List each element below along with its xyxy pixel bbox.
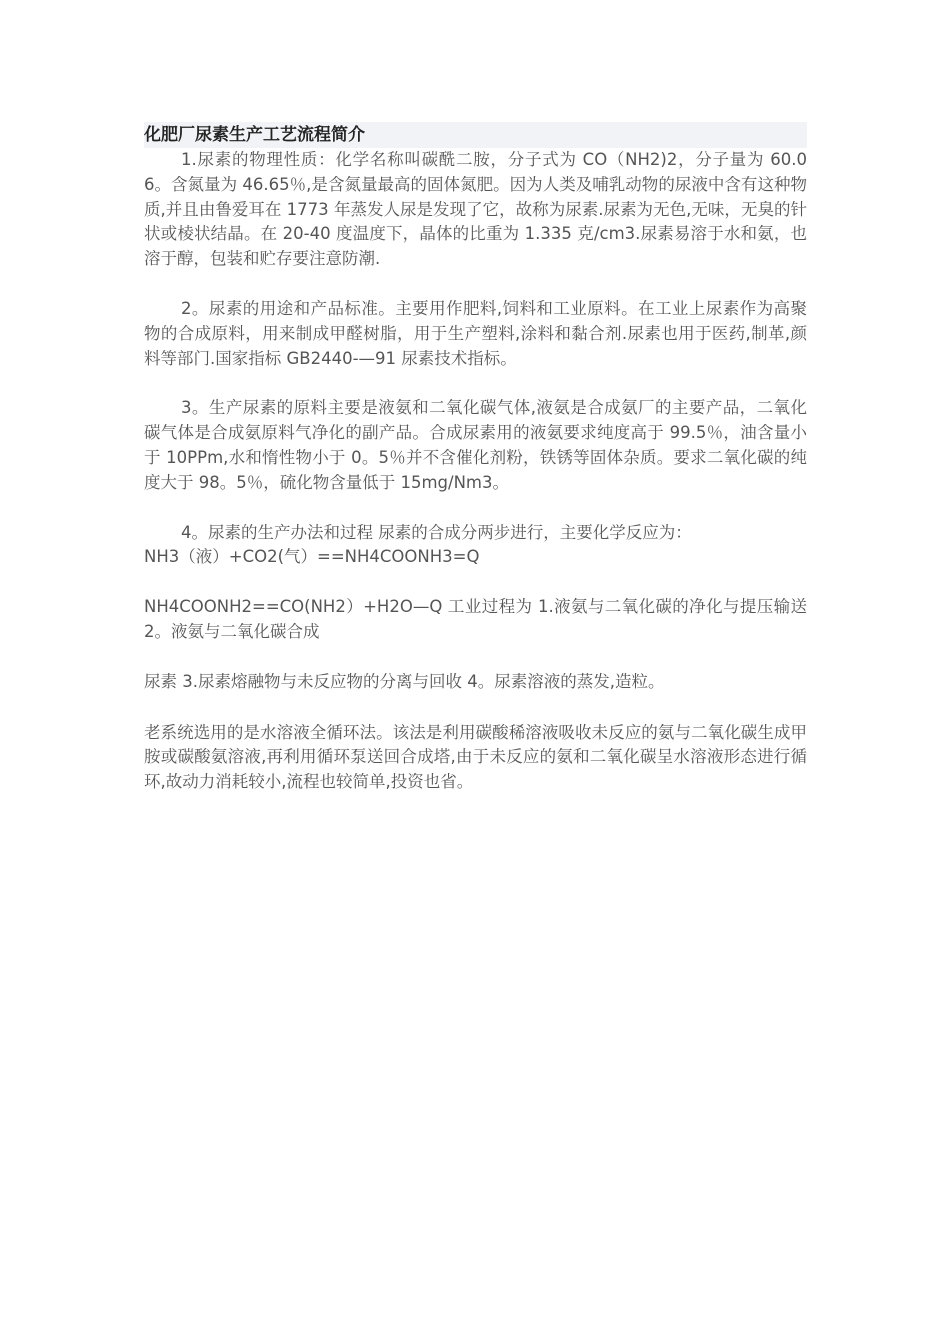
paragraph-production-method: 4。尿素的生产办法和过程 尿素的合成分两步进行，主要化学反应为： xyxy=(181,522,692,542)
paragraph-process-steps: 尿素 3.尿素熔融物与未反应物的分离与回收 4。尿素溶液的蒸发,造粒。 xyxy=(144,671,665,691)
paragraph-physical-properties: 1.尿素的物理性质：化学名称叫碳酰二胺，分子式为 CO（NH2)2，分子量为 60.06。含氮量为 46.65％,是含氮量最高的固体氮肥。因为人类及哺乳动物的尿液中含有这种物质,并且由鲁爱耳在 1773 年蒸发人尿是发现了它，故称为尿素.尿素为无色,无味，无臭的针状或棱状结晶。在 20-40 度温度下，晶体的比重为 1.335 克/cm3.尿素易溶于水和氨，也溶于醇，包装和贮存要注意防潮. xyxy=(144,150,807,269)
reaction-equation-1: NH3（液）+CO2(气）==NH4COONH3=Q xyxy=(144,547,480,567)
document-title: 化肥厂尿素生产工艺流程简介 xyxy=(144,122,807,148)
document-page xyxy=(144,122,807,795)
paragraph-raw-materials: 3。生产尿素的原料主要是液氨和二氧化碳气体,液氨是合成氨厂的主要产品，二氧化碳气体是合成氨原料气净化的副产品。合成尿素用的液氨要求纯度高于 99.5％，油含量小于 10PPm,水和惰性物小于 0。5％并不含催化剂粉，铁锈等固体杂质。要求二氧化碳的纯度大于 98。5％，硫化物含量低于 15mg/Nm3。 xyxy=(144,398,807,492)
reaction-equation-2: NH4COONH2==CO(NH2）+H2O—Q 工业过程为 1.液氨与二氧化碳的净化与提压输送 2。液氨与二氧化碳合成 xyxy=(144,597,807,641)
paragraph-uses-and-standards: 2。尿素的用途和产品标准。主要用作肥料,饲料和工业原料。在工业上尿素作为高聚物的合成原料，用来制成甲醛树脂，用于生产塑料,涂料和黏合剂.尿素也用于医药,制革,颜料等部门.国家指标 GB2440-—91 尿素技术指标。 xyxy=(144,298,807,368)
paragraph-old-system: 老系统选用的是水溶液全循环法。该法是利用碳酸稀溶液吸收未反应的氨与二氧化碳生成甲胺或碳酸氨溶液,再利用循环泵送回合成塔,由于未反应的氨和二氧化碳呈水溶液形态进行循环,故动力消耗较小,流程也较简单,投资也省。 xyxy=(144,722,807,792)
